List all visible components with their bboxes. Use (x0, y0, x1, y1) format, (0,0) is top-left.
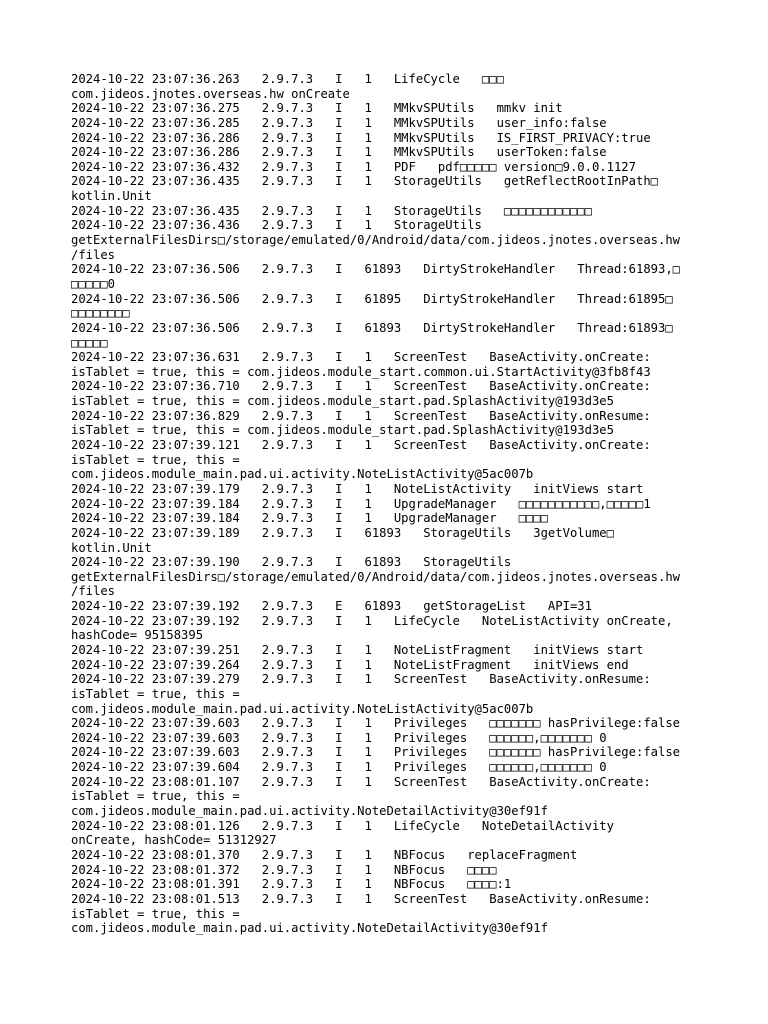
log-line: 2024-10-22 23:07:36.285 2.9.7.3 I 1 MMkvSPUtils user_info:false (71, 115, 607, 130)
log-line: 2024-10-22 23:07:39.264 2.9.7.3 I 1 NoteListFragment initViews end (71, 657, 629, 672)
log-line: 2024-10-22 23:07:36.506 2.9.7.3 I 61895 DirtyStrokeHandler Thread:61895□ (71, 291, 673, 306)
log-line: 2024-10-22 23:08:01.372 2.9.7.3 I 1 NBFocus □□□□ (71, 862, 497, 877)
log-line: com.jideos.module_main.pad.ui.activity.NoteListActivity@5ac007b (71, 467, 534, 482)
log-line: getExternalFilesDirs□/storage/emulated/0/Android/data/com.jideos.jnotes.overseas.hw (71, 569, 681, 584)
log-line: 2024-10-22 23:07:39.184 2.9.7.3 I 1 UpgradeManager □□□□ (71, 511, 548, 526)
log-document (71, 72, 711, 936)
log-line: 2024-10-22 23:07:39.190 2.9.7.3 I 61893 StorageUtils (71, 555, 512, 570)
log-line: 2024-10-22 23:07:36.263 2.9.7.3 I 1 LifeCycle □□□ (71, 72, 504, 86)
log-line: 2024-10-22 23:07:39.189 2.9.7.3 I 61893 StorageUtils 3getVolume□ (71, 525, 614, 540)
log-line: □□□□□0 (71, 276, 116, 291)
log-line: kotlin.Unit (71, 189, 152, 204)
log-line: com.jideos.module_main.pad.ui.activity.NoteListActivity@5ac007b (71, 701, 534, 716)
log-line: kotlin.Unit (71, 540, 152, 555)
log-line: isTablet = true, this = com.jideos.module_start.pad.SplashActivity@193d3e5 (71, 394, 614, 409)
log-line: com.jideos.module_main.pad.ui.activity.NoteDetailActivity@30ef91f (71, 921, 548, 936)
log-line: /files (71, 247, 116, 262)
log-line: onCreate, hashCode= 51312927 (71, 833, 277, 848)
log-line: 2024-10-22 23:07:36.435 2.9.7.3 I 1 StorageUtils getReflectRootInPath□ (71, 174, 658, 189)
log-line: isTablet = true, this = com.jideos.module_start.common.ui.StartActivity@3fb8f43 (71, 364, 651, 379)
log-line: 2024-10-22 23:07:39.603 2.9.7.3 I 1 Privileges □□□□□□,□□□□□□□ 0 (71, 730, 607, 745)
log-line: 2024-10-22 23:07:36.435 2.9.7.3 I 1 StorageUtils □□□□□□□□□□□□ (71, 203, 592, 218)
log-line: 2024-10-22 23:08:01.126 2.9.7.3 I 1 LifeCycle NoteDetailActivity (71, 818, 614, 833)
log-line: isTablet = true, this = (71, 789, 240, 804)
log-line: 2024-10-22 23:08:01.391 2.9.7.3 I 1 NBFocus □□□□:1 (71, 877, 512, 892)
log-line: 2024-10-22 23:07:36.631 2.9.7.3 I 1 ScreenTest BaseActivity.onCreate: (71, 350, 651, 365)
log-line: 2024-10-22 23:07:36.286 2.9.7.3 I 1 MMkvSPUtils userToken:false (71, 145, 607, 160)
log-line: 2024-10-22 23:07:36.829 2.9.7.3 I 1 ScreenTest BaseActivity.onResume: (71, 408, 651, 423)
log-line: 2024-10-22 23:08:01.107 2.9.7.3 I 1 ScreenTest BaseActivity.onCreate: (71, 774, 651, 789)
log-line: □□□□□ (71, 335, 108, 350)
log-line: 2024-10-22 23:07:36.275 2.9.7.3 I 1 MMkvSPUtils mmkv init (71, 101, 563, 116)
log-line: 2024-10-22 23:07:36.506 2.9.7.3 I 61893 DirtyStrokeHandler Thread:61893□ (71, 320, 673, 335)
log-line: isTablet = true, this = (71, 686, 240, 701)
log-line: 2024-10-22 23:07:39.603 2.9.7.3 I 1 Privileges □□□□□□□ hasPrivilege:false (71, 716, 681, 731)
log-line: 2024-10-22 23:07:36.432 2.9.7.3 I 1 PDF pdf□□□□□ version□9.0.0.1127 (71, 159, 636, 174)
log-line: 2024-10-22 23:07:39.279 2.9.7.3 I 1 ScreenTest BaseActivity.onResume: (71, 672, 651, 687)
log-line: 2024-10-22 23:07:39.603 2.9.7.3 I 1 Privileges □□□□□□□ hasPrivilege:false (71, 745, 681, 760)
log-line: isTablet = true, this = (71, 906, 240, 921)
log-line: 2024-10-22 23:07:39.251 2.9.7.3 I 1 NoteListFragment initViews start (71, 642, 644, 657)
log-line: 2024-10-22 23:07:39.192 2.9.7.3 E 61893 getStorageList API=31 (71, 599, 592, 614)
log-line: 2024-10-22 23:08:01.513 2.9.7.3 I 1 ScreenTest BaseActivity.onResume: (71, 891, 651, 906)
log-line: com.jideos.jnotes.overseas.hw onCreate (71, 86, 350, 101)
log-line: 2024-10-22 23:07:39.121 2.9.7.3 I 1 ScreenTest BaseActivity.onCreate: (71, 438, 651, 453)
log-line: 2024-10-22 23:08:01.370 2.9.7.3 I 1 NBFocus replaceFragment (71, 847, 578, 862)
log-line: 2024-10-22 23:07:39.179 2.9.7.3 I 1 NoteListActivity initViews start (71, 481, 644, 496)
log-line: 2024-10-22 23:07:36.506 2.9.7.3 I 61893 DirtyStrokeHandler Thread:61893,□ (71, 262, 681, 277)
log-line: 2024-10-22 23:07:36.710 2.9.7.3 I 1 ScreenTest BaseActivity.onCreate: (71, 379, 651, 394)
log-line: /files (71, 584, 116, 599)
log-line: isTablet = true, this = com.jideos.module_start.pad.SplashActivity@193d3e5 (71, 423, 614, 438)
log-line: 2024-10-22 23:07:39.604 2.9.7.3 I 1 Privileges □□□□□□,□□□□□□□ 0 (71, 760, 607, 775)
log-line: 2024-10-22 23:07:39.184 2.9.7.3 I 1 UpgradeManager □□□□□□□□□□□,□□□□□1 (71, 496, 651, 511)
log-line: com.jideos.module_main.pad.ui.activity.NoteDetailActivity@30ef91f (71, 804, 548, 819)
log-line: hashCode= 95158395 (71, 628, 204, 643)
log-line: 2024-10-22 23:07:36.436 2.9.7.3 I 1 StorageUtils (71, 218, 482, 233)
log-line: getExternalFilesDirs□/storage/emulated/0/Android/data/com.jideos.jnotes.overseas.hw (71, 233, 681, 248)
log-line: 2024-10-22 23:07:39.192 2.9.7.3 I 1 LifeCycle NoteListActivity onCreate, (71, 613, 673, 628)
log-line: □□□□□□□□ (71, 306, 130, 321)
log-line: 2024-10-22 23:07:36.286 2.9.7.3 I 1 MMkvSPUtils IS_FIRST_PRIVACY:true (71, 130, 651, 145)
log-line: isTablet = true, this = (71, 452, 240, 467)
